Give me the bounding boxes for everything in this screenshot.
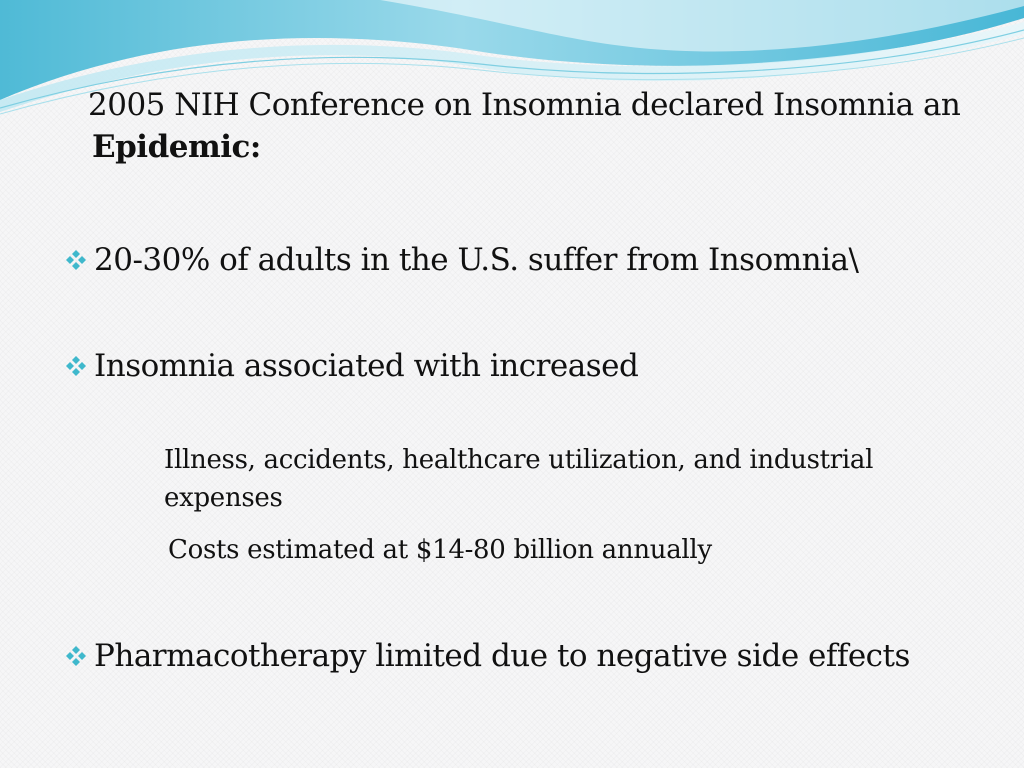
bullet-item-associations xyxy=(62,346,638,386)
subpoint-line: expenses xyxy=(164,483,283,513)
four-diamond-bullet-icon xyxy=(62,246,90,274)
bullet-text: Pharmacotherapy limited due to negative side effects xyxy=(94,638,910,674)
subpoint-line: Costs estimated at $14-80 billion annually xyxy=(168,535,712,565)
subpoint-illness xyxy=(164,441,873,517)
title-line-1: 2005 NIH Conference on Insomnia declared Insomnia an xyxy=(88,87,961,123)
four-diamond-bullet-icon xyxy=(62,352,90,380)
four-diamond-bullet-icon xyxy=(62,642,90,670)
bullet-text: 20-30% of adults in the U.S. suffer from Insomnia\ xyxy=(94,242,859,278)
bullet-item-prevalence xyxy=(62,240,858,280)
subpoint-line: Illness, accidents, healthcare utilization, and industrial xyxy=(164,445,874,475)
slide-title xyxy=(88,84,1008,168)
bullet-text: Insomnia associated with increased xyxy=(94,348,639,384)
title-line-2-epidemic: Epidemic: xyxy=(92,129,261,165)
subpoint-costs xyxy=(168,531,712,569)
bullet-item-pharmacotherapy xyxy=(62,636,910,676)
